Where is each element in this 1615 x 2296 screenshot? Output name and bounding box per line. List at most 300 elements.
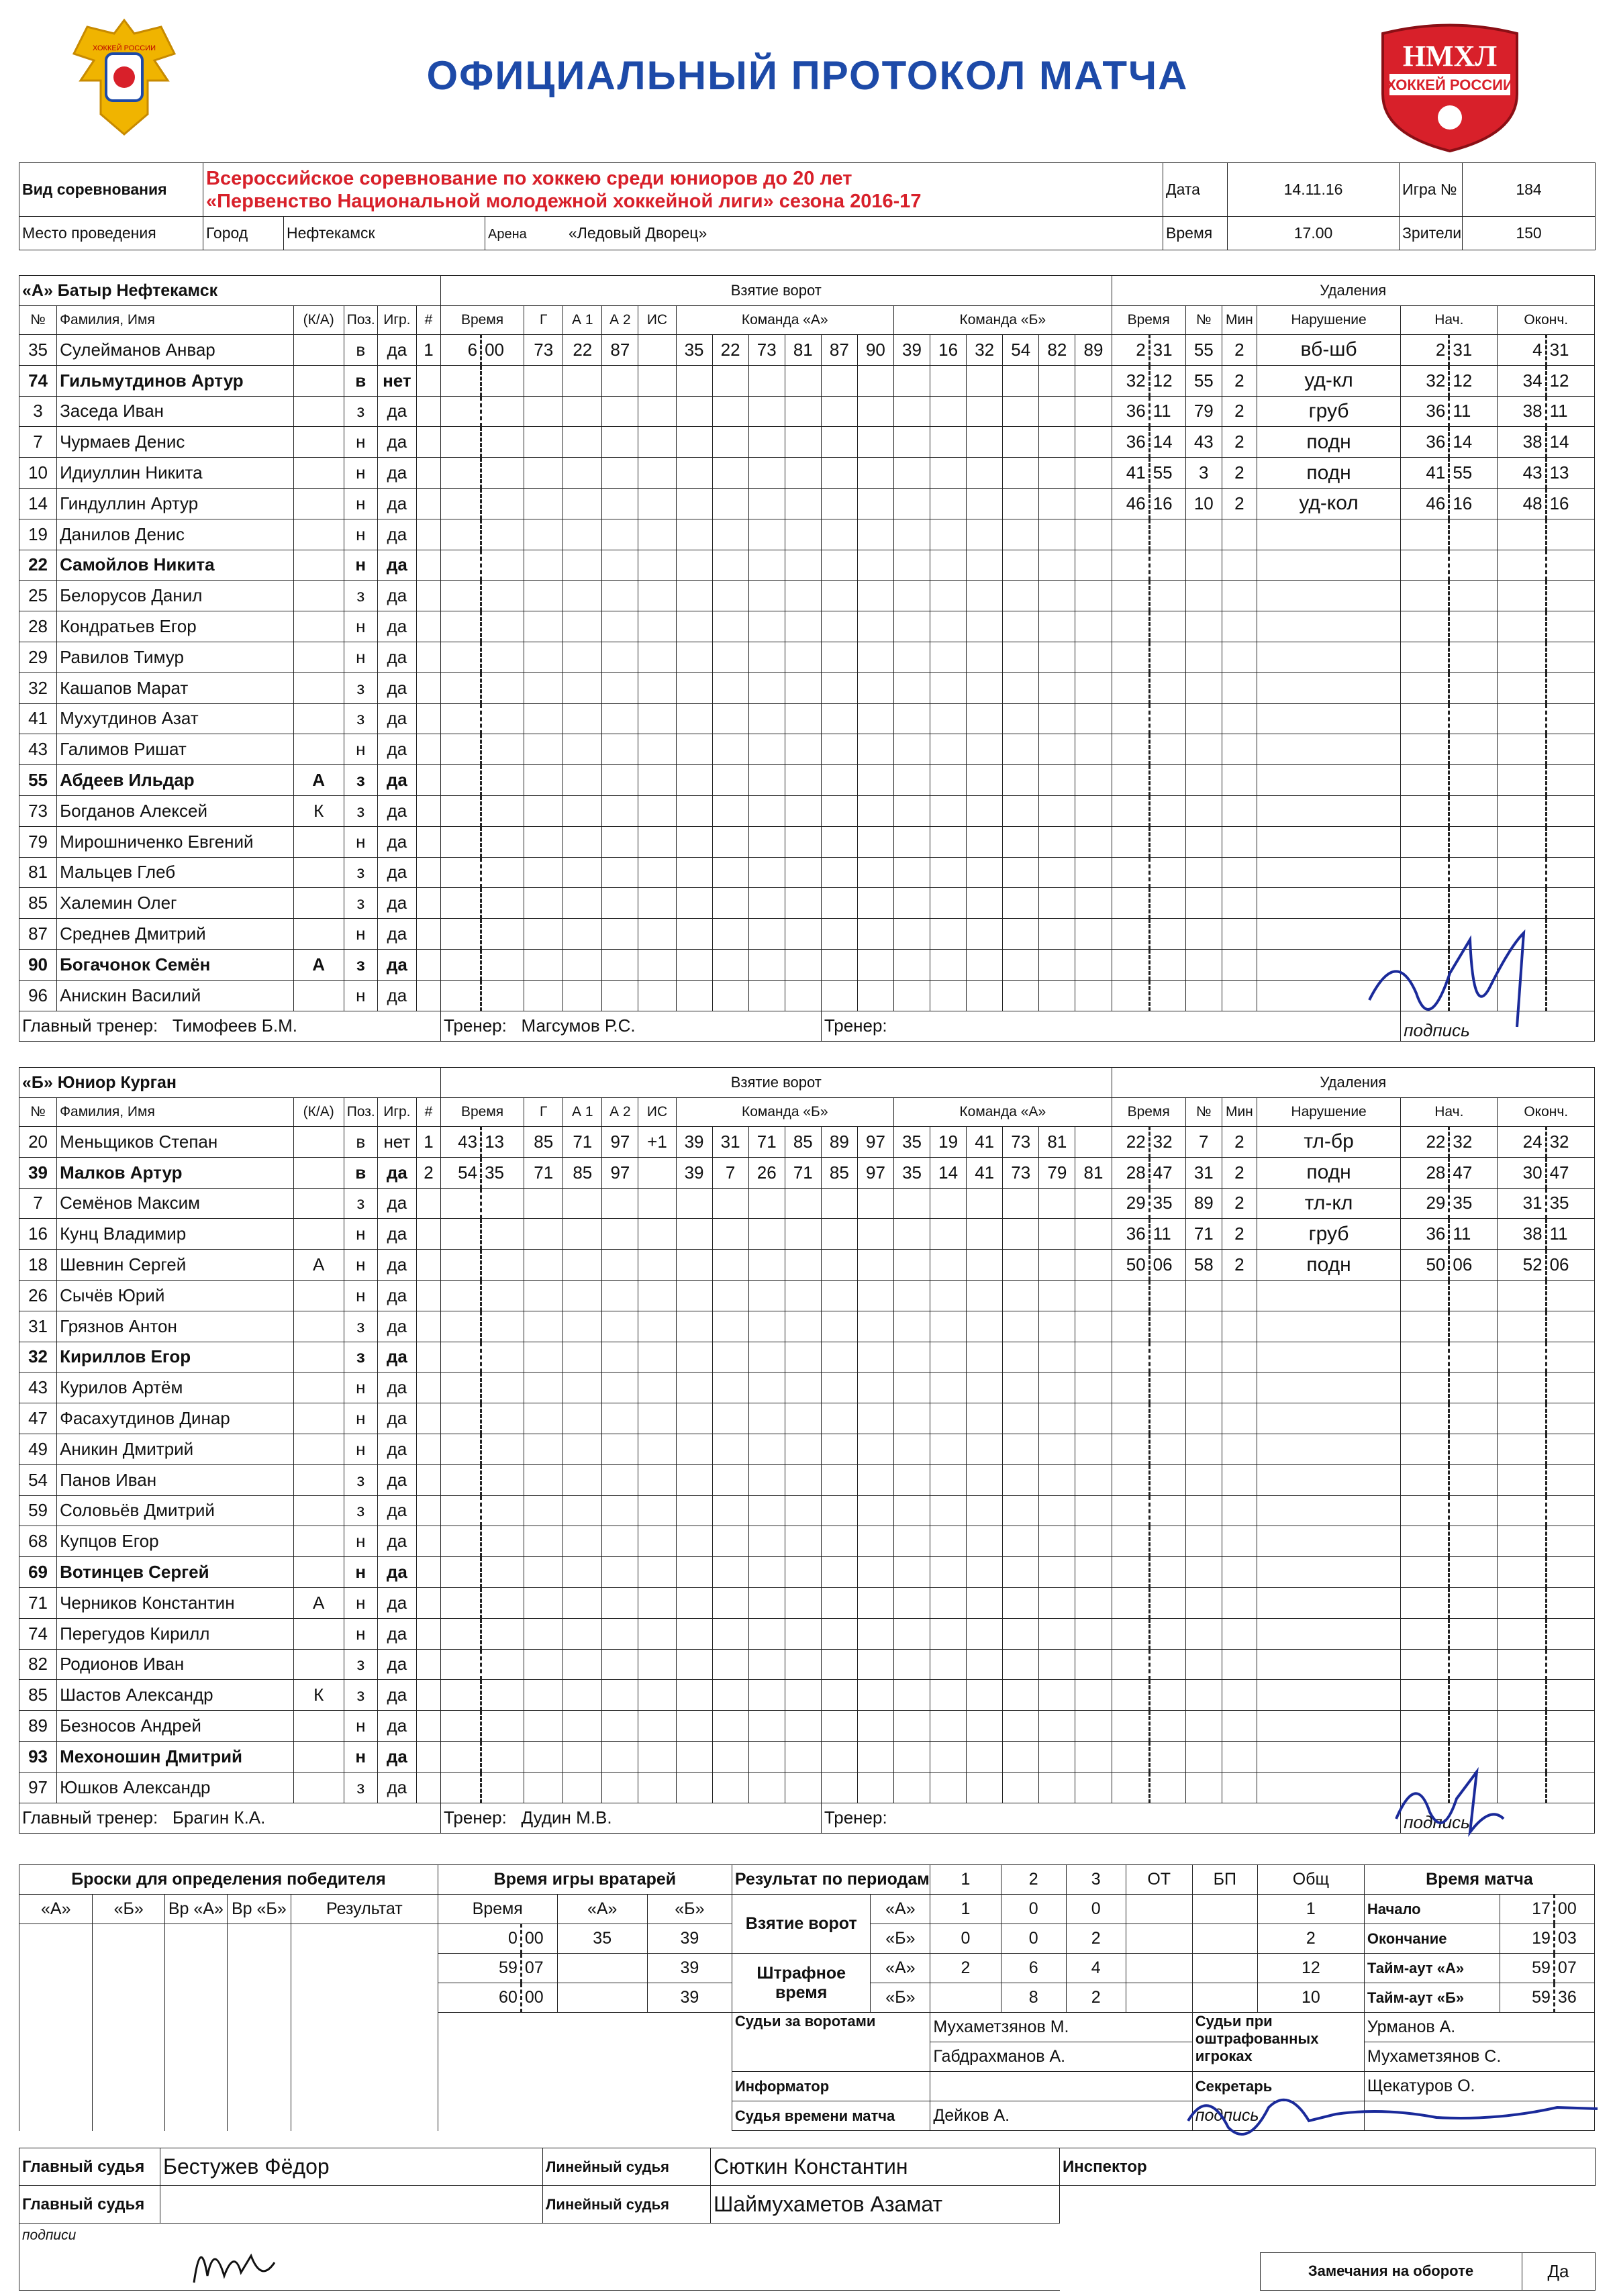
match-time-min: 59: [1500, 1954, 1555, 1983]
timekeeper: Дейков А.: [930, 2101, 1192, 2131]
player-role: [293, 672, 344, 703]
player-role: [293, 335, 344, 366]
player-name: Мухутдинов Азат: [57, 703, 294, 734]
on-ice-team: [748, 642, 785, 672]
on-ice-team: [712, 1311, 748, 1342]
informer-label: Информатор: [732, 2072, 930, 2101]
on-ice-opponent: 35: [893, 1127, 930, 1158]
player-played: да: [377, 611, 416, 642]
pen-minute: [1112, 642, 1149, 672]
on-ice-opponent: [930, 1649, 967, 1680]
goal-assist-2: [602, 1526, 638, 1557]
player-position: з: [344, 857, 377, 888]
pen-player: 3: [1185, 458, 1222, 489]
on-ice-opponent: [1003, 581, 1039, 611]
pen-offense: [1257, 672, 1400, 703]
player-position: н: [344, 1741, 377, 1772]
goalie-col-b: «Б»: [647, 1895, 732, 1924]
penalty-box-label: Судьи при оштрафованных игроках: [1192, 2013, 1364, 2072]
on-ice-team: [821, 1495, 857, 1526]
pen-player: 79: [1185, 396, 1222, 427]
player-row: [19, 1464, 1595, 1495]
player-played: да: [377, 1741, 416, 1772]
on-ice-opponent: [1075, 550, 1112, 581]
goal-number: [416, 642, 440, 672]
on-ice-opponent: [967, 1618, 1003, 1649]
goal-number: [416, 1250, 440, 1281]
player-name: Вотинцев Сергей: [57, 1557, 294, 1588]
goalie-a: [557, 1954, 647, 1983]
goal-scorer: [524, 672, 563, 703]
pen-start-sec: [1449, 642, 1498, 672]
goal-second: [481, 427, 524, 458]
player-row: [19, 458, 1595, 489]
on-ice-team: [821, 795, 857, 826]
on-ice-team: [821, 427, 857, 458]
player-name: Заседа Иван: [57, 396, 294, 427]
pen-player: [1185, 1372, 1222, 1403]
on-ice-opponent: [967, 1219, 1003, 1250]
on-ice-opponent: [967, 1557, 1003, 1588]
pen-player: [1185, 1342, 1222, 1372]
on-ice-opponent: [1075, 488, 1112, 519]
goal-number: [416, 1280, 440, 1311]
player-name: Чурмаев Денис: [57, 427, 294, 458]
pen-end-min: 4: [1498, 335, 1546, 366]
shootout-cell: [227, 1954, 291, 1983]
player-number: 59: [19, 1495, 57, 1526]
referee-1: Бестужев Фёдор: [160, 2148, 543, 2186]
pen-player: 58: [1185, 1250, 1222, 1281]
pen-end-sec: [1546, 765, 1594, 796]
pen-end-sec: [1546, 1434, 1594, 1464]
goal-scorer: [524, 1434, 563, 1464]
player-row: [19, 1280, 1595, 1311]
pen-start-min: 36: [1401, 1219, 1449, 1250]
player-row: [19, 1772, 1595, 1803]
player-name: Грязнов Антон: [57, 1311, 294, 1342]
goal-number: [416, 1495, 440, 1526]
player-row: [19, 1680, 1595, 1711]
time-label: Время: [1163, 217, 1228, 250]
pen-end-sec: [1546, 519, 1594, 550]
referee-2: [160, 2186, 543, 2224]
player-name: Халемин Олег: [57, 888, 294, 919]
pen-minute: 36: [1112, 396, 1149, 427]
on-ice-team: [676, 1372, 712, 1403]
head-coach-cell: [19, 1011, 441, 1042]
on-ice-opponent: [1075, 642, 1112, 672]
player-role: [293, 1372, 344, 1403]
pen-minutes: [1222, 1464, 1257, 1495]
on-ice-opponent: [930, 1587, 967, 1618]
on-ice-team: [712, 427, 748, 458]
pen-minute: [1112, 765, 1149, 796]
player-number: 39: [19, 1157, 57, 1188]
col-pen-start: Нач.: [1401, 306, 1498, 335]
on-ice-team: [857, 1250, 893, 1281]
goal-second: [481, 611, 524, 642]
on-ice-team: [748, 795, 785, 826]
goal-situation: [638, 1342, 676, 1372]
on-ice-opponent: [1039, 1188, 1075, 1219]
goalie-b: 39: [647, 1924, 732, 1954]
col-pen-start: Нач.: [1401, 1098, 1498, 1127]
player-role: [293, 1157, 344, 1188]
pen-end-sec: [1546, 734, 1594, 765]
goal-scorer: [524, 458, 563, 489]
game-label: Игра №: [1400, 163, 1463, 217]
player-row: [19, 1526, 1595, 1557]
on-ice-opponent: [893, 611, 930, 642]
col-a2: А 2: [602, 1098, 638, 1127]
team-b-signature: [1389, 1752, 1517, 1846]
on-ice-team: [712, 703, 748, 734]
pen-minutes: 2: [1222, 365, 1257, 396]
player-position: н: [344, 1587, 377, 1618]
col-on-ice-opponent: Команда «А»: [893, 1098, 1112, 1127]
goal-assist-1: [563, 765, 602, 796]
player-position: н: [344, 1557, 377, 1588]
on-ice-team: [748, 1219, 785, 1250]
pen-player: [1185, 703, 1222, 734]
on-ice-team: [785, 365, 821, 396]
pen-start-min: [1401, 795, 1449, 826]
goals-team-b: 0: [930, 1924, 1001, 1954]
on-ice-team: [712, 1434, 748, 1464]
date-value: 14.11.16: [1228, 163, 1400, 217]
pen-player: [1185, 734, 1222, 765]
pen-offense: подн: [1257, 458, 1400, 489]
on-ice-opponent: [930, 980, 967, 1011]
pen-start-min: [1401, 888, 1449, 919]
goal-second: [481, 1680, 524, 1711]
on-ice-opponent: [1075, 1618, 1112, 1649]
goal-situation: [638, 672, 676, 703]
on-ice-opponent: [1039, 857, 1075, 888]
player-position: з: [344, 1680, 377, 1711]
pen-offense: подн: [1257, 1157, 1400, 1188]
pen-minutes: [1222, 1649, 1257, 1680]
player-row: [19, 1342, 1595, 1372]
pen-start-sec: 11: [1449, 1219, 1498, 1250]
goal-minute: [440, 1250, 481, 1281]
on-ice-team: [748, 1741, 785, 1772]
player-played: да: [377, 826, 416, 857]
pen-start-sec: 31: [1449, 335, 1498, 366]
player-role: [293, 734, 344, 765]
on-ice-team: [676, 1680, 712, 1711]
goal-scorer: [524, 1188, 563, 1219]
player-role: [293, 1495, 344, 1526]
spectators-value: 150: [1463, 217, 1596, 250]
on-ice-opponent: [1039, 581, 1075, 611]
pen-second: [1149, 1372, 1185, 1403]
on-ice-opponent: [1039, 949, 1075, 980]
on-ice-team: 71: [785, 1157, 821, 1188]
goal-scorer: [524, 1495, 563, 1526]
goal-number: 1: [416, 1127, 440, 1158]
on-ice-team: [821, 919, 857, 950]
coach-cell-2: [821, 1803, 1400, 1834]
penalty-box-judge-2: Мухаметзянов С.: [1364, 2042, 1594, 2072]
informer: [930, 2072, 1192, 2101]
player-name: Абдеев Ильдар: [57, 765, 294, 796]
on-ice-team: [712, 919, 748, 950]
pen-offense: тл-бр: [1257, 1127, 1400, 1158]
on-ice-team: [676, 1526, 712, 1557]
head-coach-name: Тимофеев Б.М.: [172, 1015, 297, 1036]
pen-minutes: [1222, 826, 1257, 857]
on-ice-opponent: [1075, 1280, 1112, 1311]
pen-minute: 36: [1112, 1219, 1149, 1250]
on-ice-opponent: [1075, 1711, 1112, 1742]
goals-team-a: 1: [1257, 1895, 1364, 1924]
pen-end-min: 30: [1498, 1157, 1546, 1188]
goal-assist-2: 87: [602, 335, 638, 366]
pen-minute: [1112, 795, 1149, 826]
on-ice-opponent: [1003, 765, 1039, 796]
on-ice-team: [676, 458, 712, 489]
pen-start-min: 46: [1401, 488, 1449, 519]
on-ice-opponent: [893, 857, 930, 888]
on-ice-opponent: [967, 1403, 1003, 1434]
player-position: н: [344, 1526, 377, 1557]
officials-table: [19, 2148, 1596, 2291]
shootout-col-1: «Б»: [93, 1895, 164, 1924]
goal-assist-2: [602, 1680, 638, 1711]
pen-minutes: [1222, 550, 1257, 581]
player-position: н: [344, 458, 377, 489]
col-a1: А 1: [563, 1098, 602, 1127]
player-name: Самойлов Никита: [57, 550, 294, 581]
on-ice-team: 39: [676, 1157, 712, 1188]
on-ice-team: [676, 919, 712, 950]
on-ice-team: [676, 734, 712, 765]
goal-minute: [440, 1403, 481, 1434]
player-number: 73: [19, 795, 57, 826]
pen-start-sec: [1449, 1526, 1498, 1557]
on-ice-team: [748, 519, 785, 550]
pen-end-min: [1498, 1649, 1546, 1680]
goalie-b: 39: [647, 1983, 732, 2013]
player-role: [293, 1618, 344, 1649]
goal-scorer: [524, 1250, 563, 1281]
goal-assist-1: [563, 1741, 602, 1772]
pen-start-sec: [1449, 1372, 1498, 1403]
on-ice-team: [712, 765, 748, 796]
on-ice-team: [676, 795, 712, 826]
goal-number: [416, 488, 440, 519]
player-name: Сычёв Юрий: [57, 1280, 294, 1311]
on-ice-opponent: [930, 1250, 967, 1281]
goals-team-a: 0: [1066, 1895, 1126, 1924]
pen-second: [1149, 1557, 1185, 1588]
player-played: да: [377, 1618, 416, 1649]
goal-assist-2: [602, 1280, 638, 1311]
goal-assist-1: [563, 1772, 602, 1803]
pen-second: 16: [1149, 488, 1185, 519]
on-ice-team: [712, 1587, 748, 1618]
on-ice-opponent: [1003, 1772, 1039, 1803]
on-ice-team: [748, 734, 785, 765]
on-ice-opponent: [930, 519, 967, 550]
player-row: [19, 488, 1595, 519]
coach-cell: [441, 1011, 822, 1042]
col-is: ИС: [638, 306, 676, 335]
on-ice-team: [676, 1772, 712, 1803]
on-ice-team: [712, 672, 748, 703]
player-role: [293, 1311, 344, 1342]
goal-number: [416, 396, 440, 427]
goal-assist-2: [602, 396, 638, 427]
player-played: да: [377, 581, 416, 611]
on-ice-team: [857, 1311, 893, 1342]
player-name: Родионов Иван: [57, 1649, 294, 1680]
pen-second: [1149, 1311, 1185, 1342]
on-ice-opponent: [1039, 765, 1075, 796]
pen-minute: 32: [1112, 365, 1149, 396]
player-number: 32: [19, 1342, 57, 1372]
on-ice-opponent: [1039, 1557, 1075, 1588]
on-ice-team: [712, 1403, 748, 1434]
goal-second: [481, 1464, 524, 1495]
player-row: [19, 1188, 1595, 1219]
on-ice-opponent: [967, 1280, 1003, 1311]
on-ice-opponent: 39: [893, 335, 930, 366]
on-ice-opponent: [1039, 1495, 1075, 1526]
goal-number: [416, 980, 440, 1011]
on-ice-opponent: [1039, 1741, 1075, 1772]
pen-start-min: [1401, 1649, 1449, 1680]
city-label: Город: [203, 217, 284, 250]
goal-situation: [638, 581, 676, 611]
pen-minute: [1112, 1372, 1149, 1403]
pen-end-sec: [1546, 1680, 1594, 1711]
goal-minute: [440, 1711, 481, 1742]
goal-scorer: [524, 519, 563, 550]
player-row: [19, 1557, 1595, 1588]
player-role: [293, 1342, 344, 1372]
goal-second: [481, 672, 524, 703]
goal-assist-2: [602, 1618, 638, 1649]
on-ice-team: [712, 734, 748, 765]
goal-second: [481, 1526, 524, 1557]
on-ice-team: [857, 1219, 893, 1250]
on-ice-opponent: [893, 1188, 930, 1219]
on-ice-team: [712, 1526, 748, 1557]
player-role: А: [293, 949, 344, 980]
pen-minute: [1112, 1311, 1149, 1342]
on-ice-opponent: [930, 488, 967, 519]
goal-number: [416, 1557, 440, 1588]
player-position: в: [344, 1127, 377, 1158]
on-ice-opponent: [893, 1741, 930, 1772]
pen-end-sec: [1546, 550, 1594, 581]
pen-second: [1149, 826, 1185, 857]
pen-end-min: [1498, 1464, 1546, 1495]
on-ice-team: [712, 1649, 748, 1680]
goal-assist-2: [602, 795, 638, 826]
goalie-time-title: Время игры вратарей: [438, 1865, 732, 1895]
on-ice-team: [821, 1372, 857, 1403]
pim-label: Штрафное время: [732, 1954, 871, 2013]
on-ice-team: [821, 1680, 857, 1711]
pen-offense: [1257, 1526, 1400, 1557]
on-ice-team: [785, 888, 821, 919]
player-number: 90: [19, 949, 57, 980]
pen-minutes: 2: [1222, 488, 1257, 519]
on-ice-opponent: [1003, 888, 1039, 919]
goalie-sec: 07: [521, 1954, 557, 1983]
pen-second: 55: [1149, 458, 1185, 489]
player-number: 68: [19, 1526, 57, 1557]
head-coach-label: Главный тренер:: [22, 1015, 158, 1036]
on-ice-opponent: [967, 1526, 1003, 1557]
goals-team-a: 0: [1001, 1895, 1066, 1924]
goal-scorer: 73: [524, 335, 563, 366]
goals-team-b: 2: [1066, 1924, 1126, 1954]
pen-minutes: 2: [1222, 458, 1257, 489]
goalie-sec: 00: [521, 1924, 557, 1954]
on-ice-opponent: [893, 826, 930, 857]
goal-number: [416, 427, 440, 458]
goal-second: [481, 734, 524, 765]
pen-second: 11: [1149, 1219, 1185, 1250]
pen-player: [1185, 611, 1222, 642]
goal-second: [481, 795, 524, 826]
on-ice-opponent: [967, 519, 1003, 550]
on-ice-opponent: [1003, 396, 1039, 427]
player-played: да: [377, 1464, 416, 1495]
pen-end-min: 38: [1498, 396, 1546, 427]
on-ice-opponent: [893, 1434, 930, 1464]
player-number: 93: [19, 1741, 57, 1772]
pen-minute: 22: [1112, 1127, 1149, 1158]
pen-end-sec: 47: [1546, 1157, 1594, 1188]
pen-minute: [1112, 1526, 1149, 1557]
pen-player: [1185, 581, 1222, 611]
svg-text:ХОККЕЙ РОССИИ: ХОККЕЙ РОССИИ: [1386, 77, 1514, 93]
pen-minutes: [1222, 1526, 1257, 1557]
pen-start-min: [1401, 734, 1449, 765]
on-ice-opponent: [1003, 734, 1039, 765]
player-row: [19, 1403, 1595, 1434]
goalie-b: 39: [647, 1954, 732, 1983]
goal-assist-2: [602, 1464, 638, 1495]
player-number: 79: [19, 826, 57, 857]
goals-team-b: 0: [1001, 1924, 1066, 1954]
on-ice-team: [785, 1464, 821, 1495]
on-ice-team: 97: [857, 1127, 893, 1158]
pen-start-min: 36: [1401, 427, 1449, 458]
on-ice-opponent: [1003, 949, 1039, 980]
team-title: «Б» Юниор Курган: [19, 1068, 441, 1098]
player-position: з: [344, 888, 377, 919]
pen-offense: подн: [1257, 427, 1400, 458]
player-played: да: [377, 1403, 416, 1434]
pen-end-min: [1498, 642, 1546, 672]
goal-assist-2: [602, 1772, 638, 1803]
pen-offense: [1257, 642, 1400, 672]
on-ice-team: [748, 1680, 785, 1711]
goal-number: [416, 1342, 440, 1372]
goal-assist-1: [563, 919, 602, 950]
goal-assist-1: [563, 1311, 602, 1342]
goal-assist-1: 22: [563, 335, 602, 366]
pen-minute: [1112, 550, 1149, 581]
on-ice-team: [857, 1741, 893, 1772]
